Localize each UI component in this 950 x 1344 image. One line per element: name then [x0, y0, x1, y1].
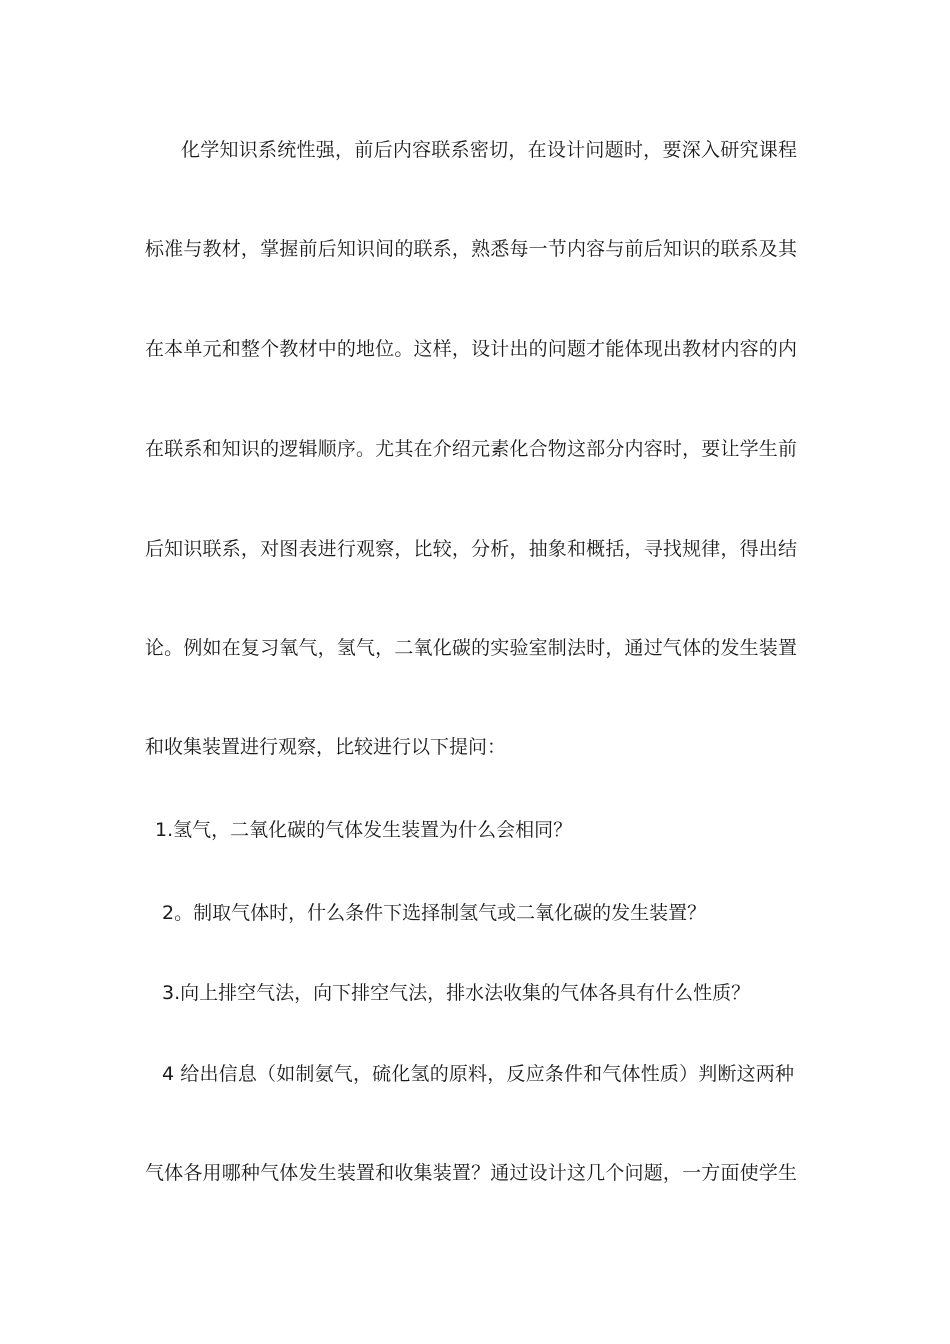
- paragraph-line: 和收集装置进行观察，比较进行以下提问：: [145, 736, 507, 758]
- question-item: 3.向上排空气法，向下排空气法，排水法收集的气体各具有什么性质？: [162, 982, 751, 1004]
- paragraph-line: 标准与教材，掌握前后知识间的联系，熟悉每一节内容与前后知识的联系及其: [145, 238, 797, 260]
- paragraph-line: 化学知识系统性强，前后内容联系密切，在设计问题时，要深入研究课程: [181, 139, 797, 161]
- paragraph-line: 在联系和知识的逻辑顺序。尤其在介绍元素化合物这部分内容时，要让学生前: [145, 438, 797, 460]
- question-item: 4 给出信息（如制氨气，硫化氢的原料，反应条件和气体性质）判断这两种: [162, 1063, 794, 1085]
- paragraph-line: 后知识联系，对图表进行观察，比较，分析，抽象和概括，寻找规律，得出结: [145, 538, 797, 560]
- question-item: 1.氢气，二氧化碳的气体发生装置为什么会相同？: [155, 819, 573, 841]
- paragraph-line: 气体各用哪种气体发生装置和收集装置？通过设计这几个问题，一方面使学生: [145, 1162, 797, 1184]
- paragraph-line: 在本单元和整个教材中的地位。这样，设计出的问题才能体现出教材内容的内: [145, 338, 797, 360]
- paragraph-line: 论。例如在复习氧气，氢气，二氧化碳的实验室制法时，通过气体的发生装置: [145, 637, 797, 659]
- question-item: 2。制取气体时，什么条件下选择制氢气或二氧化碳的发生装置？: [162, 902, 707, 924]
